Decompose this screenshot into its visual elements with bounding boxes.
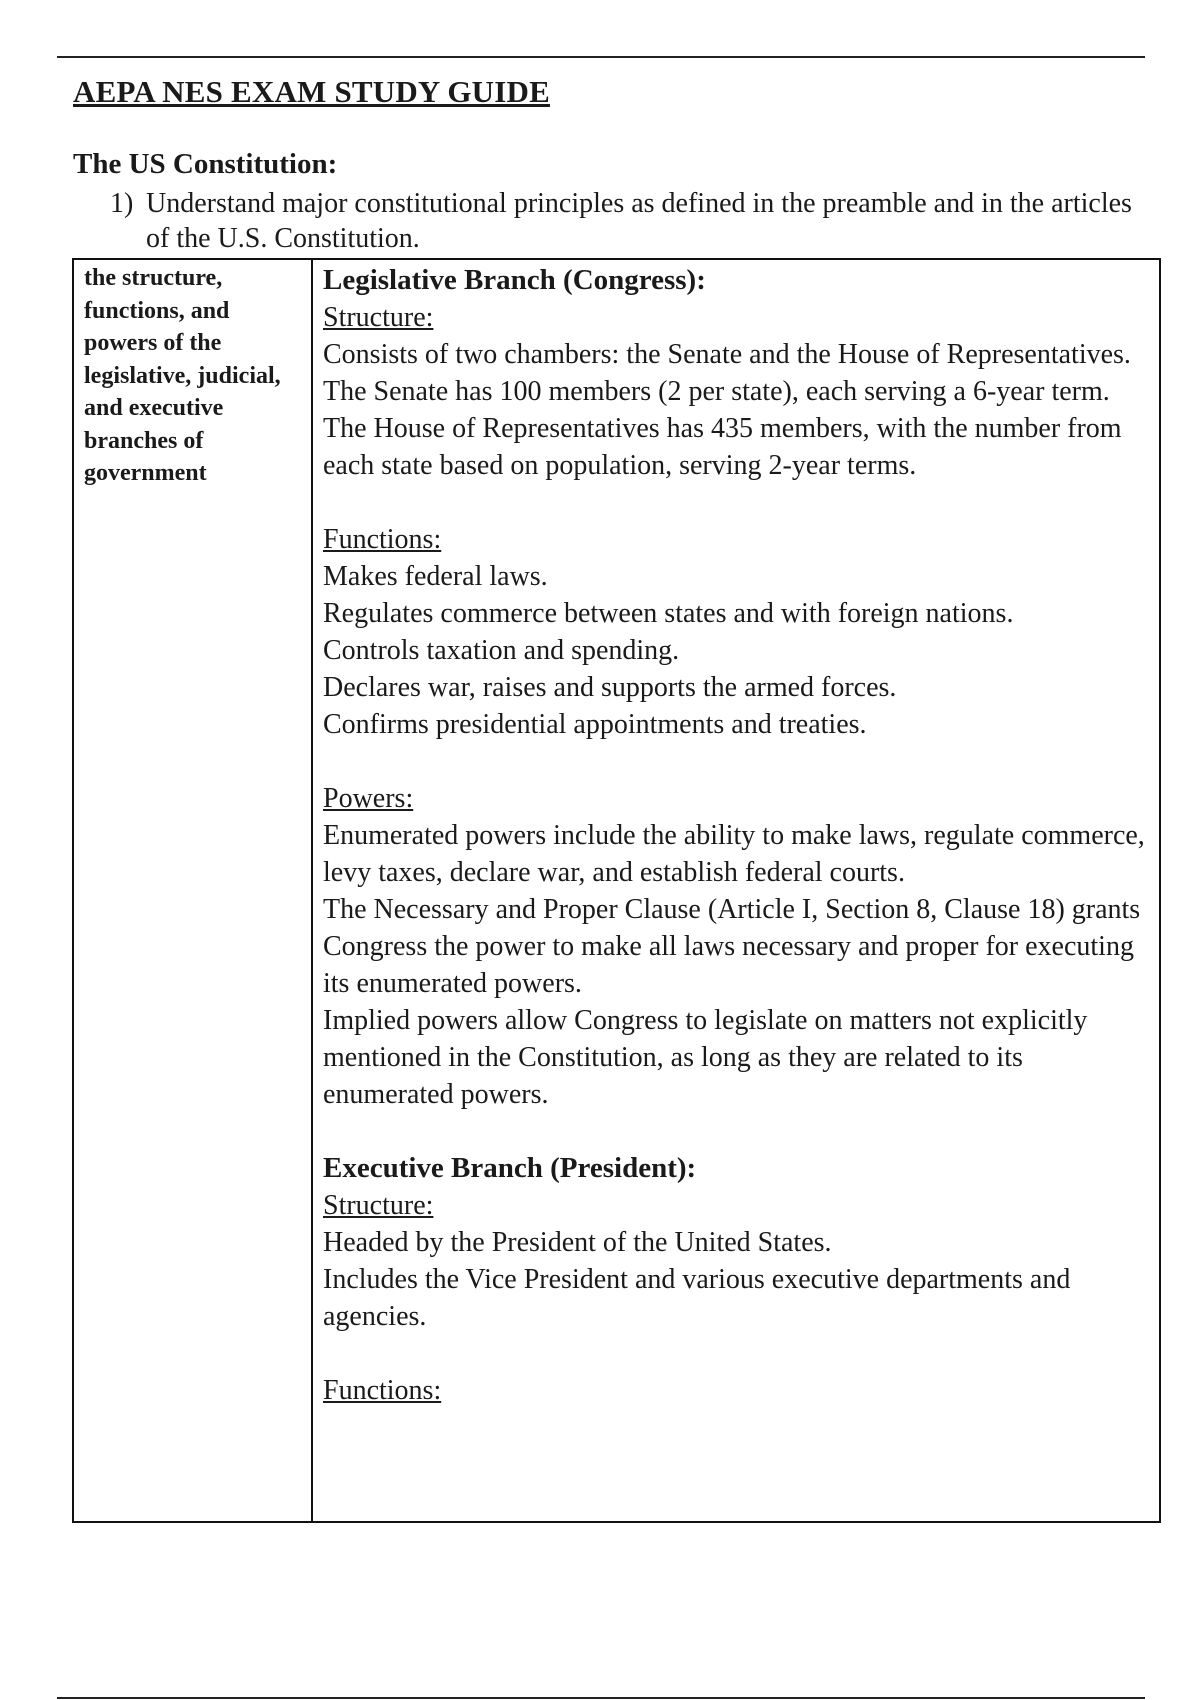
legislative-structure-item: Consists of two chambers: the Senate and the House of Representatives.	[323, 339, 1131, 370]
legislative-functions-label: Functions:	[323, 524, 442, 555]
legislative-structure-item: The House of Representatives has 435 members, with the number from each state based on population, serving 2-year terms.	[323, 413, 1122, 481]
spacer	[323, 1113, 1151, 1150]
executive-branch-heading: Executive Branch (President):	[323, 1152, 697, 1184]
bottom-rule	[57, 1697, 1145, 1699]
topic-cell	[74, 260, 313, 1521]
section-heading: The US Constitution:	[73, 148, 338, 180]
top-rule	[57, 56, 1145, 58]
executive-structure-item: Headed by the President of the United States.	[323, 1227, 832, 1258]
topic-text: the structure, functions, and powers of the legislative, judicial, and executive branches of government	[84, 265, 281, 486]
objective-item	[110, 186, 1150, 256]
legislative-power-item: The Necessary and Proper Clause (Article I, Section 8, Clause 18) grants Congress the power to make all laws necessary and proper for executing its enumerated powers.	[323, 894, 1141, 999]
document-title: AEPA NES EXAM STUDY GUIDE	[73, 74, 550, 109]
legislative-function-item: Regulates commerce between states and with foreign nations.	[323, 598, 1014, 629]
legislative-powers-label: Powers:	[323, 783, 414, 814]
objective-number: 1)	[110, 188, 134, 219]
objective-text: Understand major constitutional principles as defined in the preamble and in the articles of the U.S. Constitution.	[146, 188, 1132, 254]
content-cell	[313, 260, 1159, 1521]
legislative-function-item: Makes federal laws.	[323, 561, 548, 592]
executive-structure-label: Structure:	[323, 1190, 434, 1221]
legislative-power-item: Implied powers allow Congress to legislate on matters not explicitly mentioned in the Constitution, as long as they are related to its enumerated powers.	[323, 1005, 1088, 1110]
legislative-structure-item: The Senate has 100 members (2 per state), each serving a 6-year term.	[323, 376, 1110, 407]
legislative-function-item: Confirms presidential appointments and treaties.	[323, 709, 867, 740]
legislative-power-item: Enumerated powers include the ability to make laws, regulate commerce, levy taxes, declare war, and establish federal courts.	[323, 820, 1145, 888]
executive-functions-label: Functions:	[323, 1375, 442, 1406]
executive-structure-item: Includes the Vice President and various executive departments and agencies.	[323, 1264, 1071, 1332]
legislative-function-item: Declares war, raises and supports the armed forces.	[323, 672, 897, 703]
legislative-structure-label: Structure:	[323, 302, 434, 333]
spacer	[323, 743, 1151, 780]
legislative-function-item: Controls taxation and spending.	[323, 635, 680, 666]
legislative-branch-heading: Legislative Branch (Congress):	[323, 264, 706, 296]
study-guide-table	[72, 258, 1161, 1523]
spacer	[323, 484, 1151, 521]
spacer	[323, 1335, 1151, 1372]
